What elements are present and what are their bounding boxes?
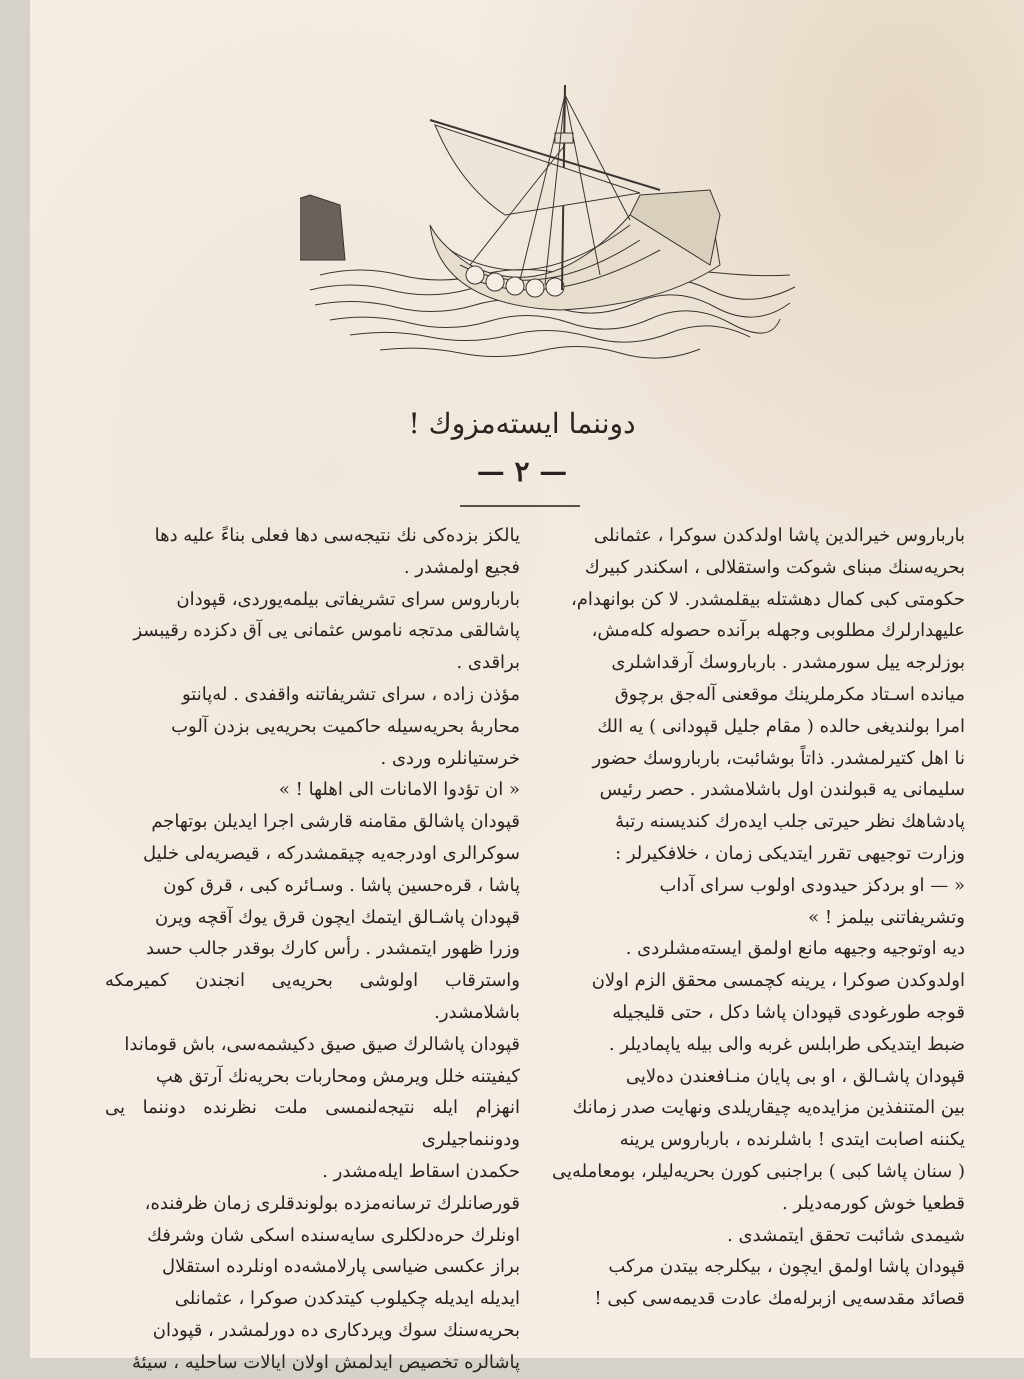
text-line: ضبط ایتدیكی طرابلس غربە والی بیلە یاپمادیلر . <box>608 1033 965 1055</box>
text-line: یالكز بزدەكی نك نتیجەسی دها فعلی بناءً علیە دها <box>154 525 520 546</box>
text-line: دیە اوتوجیە وجیهە مانع اولمق ایستەمشلردی . <box>625 938 965 960</box>
text-line: قورصانلرك ترسانەمزدە بولوندقلری زمان ظرفندە، <box>144 1192 520 1214</box>
text-line: قپودان پاشـالق ایتمك ایچون قرق یوك آقچە ویرن <box>155 906 520 928</box>
text-line: فجیع اولمشدر . <box>403 556 520 578</box>
text-line: حكومتی كبی كمال دهشتلە بیقلمشدر. لا كن بوانهدام، <box>570 588 965 610</box>
text-line: بحریەسنك سوك ویردكاری دە دورلمشدر ، قپودان <box>152 1319 520 1341</box>
text-line: سوكرالری اودرجەیە چیقمشدركە ، قیصریەلی خلیل <box>142 842 520 864</box>
text-line: علیهدارلرك مطلوبی وجهلە برآندە حصولە كلەمش، <box>591 620 965 642</box>
text-line: واسترقاب اولوشی بحریەیی انجندن كمیرمكە باشلامشدر. <box>105 970 520 1023</box>
part-number: — ٢ — <box>476 455 568 488</box>
text-line: میاندە اسـتاد مكرملرینك موقعنی آلەجق برچوق <box>614 683 965 705</box>
text-line: بارباروس سرای تشریفاتی بیلمەیوردی، قپودان <box>176 588 520 610</box>
text-line: وزرا ظهور ایتمشدر . رأس كارك بوقدر جالب حسد <box>146 938 520 960</box>
text-line: بین المتنفذین مزایدەیە چیقاریلدی ونهایت صدر زمانك <box>572 1097 965 1119</box>
text-line: مؤذن زادە ، سرای تشریفاتنە واقفدی . لەپانتو <box>181 683 520 705</box>
text-line: سلیمانی یە قبولندن اول باشلامشدر . حصر رئیس <box>599 779 965 801</box>
text-column-left <box>105 520 520 1379</box>
text-line: قوجە طورغودی قپودان پاشا دكل ، حتی قلیجیلە <box>612 1001 965 1023</box>
text-line: ایدیلە ایدیلە چكیلوب كیتدكدن صوكرا ، عثمانلی <box>174 1288 520 1310</box>
text-line: بارباروس خیرالدین پاشا اولدكدن سوكرا ، عثمانلی <box>593 525 965 546</box>
text-line: اولدوكدن صوكرا ، یرینە كچمسی محقق الزم اولان <box>591 970 965 992</box>
text-line: یكننە اصابت ایتدی ! باشلرندە ، بارباروس یرینە <box>619 1129 965 1151</box>
text-line: قپودان پاشـالق ، او بی پایان منـافعندن دەلایی <box>625 1065 965 1087</box>
text-line: بحریەسنك مبنای شوكت واستقلالی ، اسكندر كبیرك <box>584 556 965 578</box>
text-line: كیفیتنە خلل ویرمش ومحاربات بحریەنك آرتق هپ <box>155 1065 520 1087</box>
text-line: وتشریفاتنی بیلمز ! » <box>808 906 965 928</box>
text-line: پاشالرە تخصیص ایدلمش اولان ایالات ساحلیە ، سیئۀ <box>131 1351 520 1373</box>
text-line: پاشا ، قرەحسین پاشا . وسـائرە كبی ، قرق كون <box>163 874 520 896</box>
text-line: ( سنان پاشا كبی ) براجنبی كورن بحریەلیلر، بومعاملەیی <box>551 1160 965 1182</box>
text-line: قصائد مقدسەیی ازبرلەمك عادت قدیمەسی كبی ! <box>594 1288 965 1310</box>
text-line: پادشاهك نظر حیرتی جلب ایدەرك كندیسنە رتبۀ <box>615 811 965 833</box>
text-line: محاربۀ بحریەسیلە حاكمیت بحریەیی بزدن آلوب <box>171 715 520 737</box>
text-line: نا اهل كتیرلمشدر. ذاتاً بوشائبت، بارباروسك حضور <box>592 747 965 769</box>
text-line: بوزلرجە ییل سورمشدر . بارباروسك آرقداشلری <box>611 652 965 674</box>
text-line: خرستیانلرە وردی . <box>380 747 520 769</box>
text-line: « ان تؤدوا الامانات الی اهلها ! » <box>278 779 520 801</box>
text-line: قپودان پاشالرك صیق صیق دكیشمەسی، باش قوماندا <box>124 1033 520 1055</box>
text-column-right <box>545 520 965 1315</box>
text-line: شیمدی شائبت تحقق ایتمشدی . <box>727 1224 965 1246</box>
text-line: حكمدن اسقاط ایلەمشدر . <box>322 1160 520 1182</box>
sailing-ship-illustration <box>300 75 800 375</box>
text-line: براقدی . <box>456 652 520 674</box>
text-line: اونلرك حرەدلكلری سایەسندە اسكی شان وشرفك <box>147 1224 520 1246</box>
text-line: امرا بولندیغی حالدە ( مقام جلیل قپودانی ) یە الك <box>597 715 965 737</box>
article-title: دوننما ایستەمزوك ! <box>408 407 636 440</box>
text-line: قپودان پاشالق مقامنە قارشی اجرا ایدیلن بوتهاجم <box>151 811 520 833</box>
text-line: قطعیا خوش كورمەدیلر . <box>781 1192 965 1214</box>
text-line: قپودان پاشا اولمق ایچون ، بیكلرجە بیتدن مركب <box>608 1256 965 1278</box>
text-line: وزارت توجیهی تقرر ایتدیكی زمان ، خلافكیرلر : <box>615 842 965 864</box>
text-line: انهزام ایلە نتیجەلنمسی ملت نظرندە دوننما یی ودوننماجیلری <box>105 1097 520 1151</box>
text-line: « — او بردكز حیدودی اولوب سرای آداب <box>659 874 965 896</box>
text-line: پاشالقی مدتجە ناموس عثمانی یی آق دكزدە رقیبسز <box>133 620 520 642</box>
title-divider <box>460 505 580 507</box>
text-line: براز عكسی ضیاسی پارلامشەدە اونلردە استقلال <box>162 1256 520 1278</box>
